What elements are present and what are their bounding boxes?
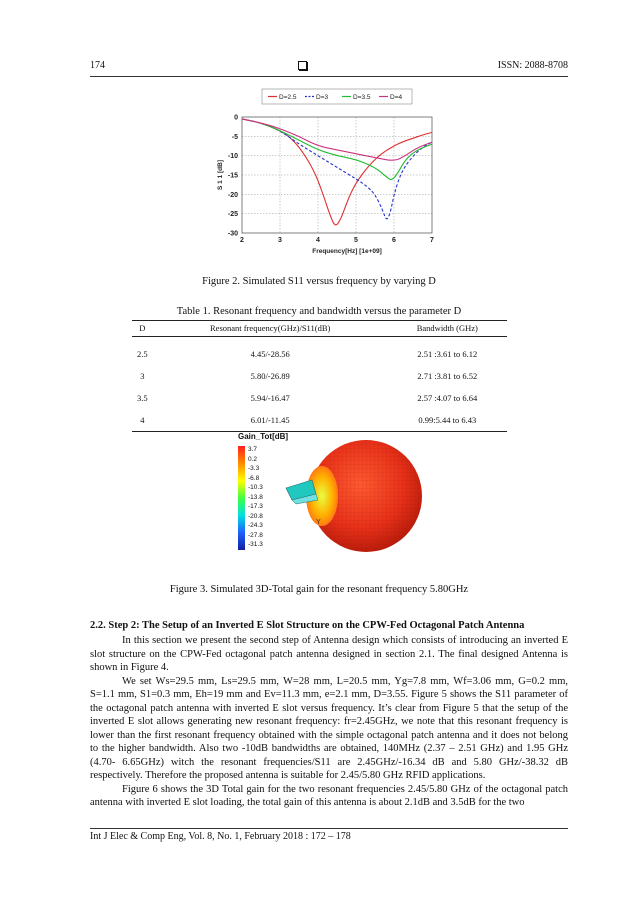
x-tick-label: 6 — [392, 237, 396, 244]
cell-bandwidth: 2.51 :3.61 to 6.12 — [417, 349, 478, 359]
cell-bandwidth: 0.99:5.44 to 6.43 — [388, 409, 507, 432]
figure2-caption: Figure 2. Simulated S11 versus frequency by varying D — [202, 276, 436, 287]
colorbar-tick: -6.8 — [248, 474, 260, 482]
legend-label: D=3.5 — [353, 94, 371, 101]
cell-resonant: 6.01/-11.45 — [153, 409, 388, 432]
results-table — [132, 320, 507, 432]
table-row — [132, 337, 507, 366]
y-tick-label: -30 — [227, 230, 238, 238]
table1-caption: Table 1. Resonant frequency and bandwidth versus the parameter D — [176, 306, 462, 317]
colorbar-ticks — [248, 445, 278, 550]
colorbar-tick: -13.8 — [248, 493, 263, 501]
paragraph: Figure 6 shows the 3D Total gain for the two resonant frequencies 2.45/5.80 GHz of the octagonal patch antenna with inverted E slot loading, the total gain of this antenna is about 2.1dB and 3.5dB for the two — [90, 783, 568, 808]
colorbar-tick: -3.3 — [248, 465, 260, 472]
series-line-d-3-5 — [242, 119, 432, 180]
cell-bandwidth: 2.71 :3.81 to 6.52 — [417, 371, 478, 381]
colorbar — [238, 446, 245, 550]
y-tick-label: -5 — [231, 133, 238, 141]
table-row — [132, 409, 507, 432]
legend-label: D=2.5 — [279, 94, 297, 101]
page-number: 174 — [90, 60, 105, 71]
figure3-caption: Figure 3. Simulated 3D-Total gain for the resonant frequency 5.80GHz — [169, 584, 469, 595]
legend-label: D=4 — [390, 94, 403, 101]
axis-label-y: Y — [316, 519, 321, 526]
section-heading: 2.2. Step 2: The Setup of an Inverted E Slot Structure on the CPW-Fed Octagonal Patch Antenna — [90, 620, 525, 631]
y-tick-label: -15 — [227, 172, 238, 180]
cell-resonant: 4.45/-28.56 — [250, 349, 290, 359]
gain-pattern-graphic — [278, 436, 428, 556]
cell-d: 2.5 — [137, 349, 148, 359]
series-line-d-2-5 — [242, 119, 432, 225]
legend-label: D=3 — [316, 94, 329, 101]
paragraph: We set Ws=29.5 mm, Ls=29.5 mm, W=28 mm, L=20.5 mm, Yg=7.8 mm, Wf=3.06 mm, G=0.2 mm, S=1.1 mm, S1=0.3 mm, Eh=19 mm and Ev=11.3 mm, e=2.1 mm, D=3.55. Figure 5 shows the S11 parameter of the octagonal patch antenna with inverted E slot versus frequency. It’s clear from Figure 5 that the setup of the inverted E slot allows generating new resonant frequency: fr=2.45GHz, we note that this resonant frequency is lower than the first resonant frequency obtained with the simple octagonal patch antenna and it does not belong to the higher bandwidth. Also two -10dB bandwidths are obtained, 140MHz (2.37 – 2.51 GHz) and 1.95 GHz (4.70- 6.65GHz) witch the resonant frequencies/S11 are 2.45GHz/-16.34 dB and 5.80 GHz/-38.32 dB respectively. Therefore the proposed antenna is suitable for 2.45/5.80 GHz RFID applications. — [90, 675, 568, 781]
series-line-d-3 — [242, 119, 432, 219]
header-rule — [90, 76, 568, 77]
cell-d: 3 — [140, 371, 145, 381]
y-tick-label: -10 — [227, 153, 238, 161]
y-tick-label: -20 — [227, 191, 238, 199]
paragraph: In this section we present the second step of Antenna design which consists of introducing an inverted E slot structure on the CPW-Fed octagonal patch antenna designed in section 2.1. The final designed Antenna is shown in Figure 4. — [90, 635, 568, 673]
colorbar-tick: -10.3 — [248, 484, 263, 491]
colorbar-tick: 0.2 — [248, 455, 258, 463]
colorbar-tick: -17.3 — [248, 503, 263, 510]
colorbar-tick: 3.7 — [248, 446, 258, 453]
gain-3d-figure — [228, 432, 428, 556]
issn: ISSN: 2088-8708 — [497, 60, 568, 71]
colorbar-tick: -27.8 — [248, 531, 263, 539]
cell-resonant: 5.94/-16.47 — [250, 393, 290, 403]
col-header-d: D — [132, 321, 153, 337]
x-tick-label: 3 — [278, 237, 282, 244]
x-axis-label: Frequency[Hz] [1e+09] — [312, 248, 382, 255]
x-tick-label: 7 — [430, 237, 434, 244]
s11-chart — [212, 84, 452, 264]
colorbar-tick: -31.3 — [248, 541, 263, 548]
x-tick-label: 4 — [316, 237, 320, 244]
body-text — [90, 634, 568, 810]
y-tick-label: 0 — [234, 114, 238, 122]
colorbar-tick: -20.8 — [248, 512, 263, 520]
footer-rule — [90, 828, 568, 829]
cell-d: 4 — [132, 409, 153, 432]
table-row — [132, 387, 507, 409]
x-tick-label: 2 — [240, 237, 244, 244]
cell-resonant: 5.80/-26.89 — [250, 371, 290, 381]
y-axis-label: S 1 1 [dB] — [217, 160, 224, 190]
journal-footer: Int J Elec & Comp Eng, Vol. 8, No. 1, February 2018 : 172 – 178 — [90, 831, 351, 842]
table-header-row — [132, 321, 507, 337]
col-header-bandwidth: Bandwidth (GHz) — [388, 321, 507, 337]
cell-d: 3.5 — [137, 393, 148, 403]
header-box-icon — [298, 61, 307, 73]
series-line-d-4 — [242, 119, 432, 160]
y-tick-label: -25 — [227, 211, 238, 219]
colorbar-title: Gain_Tot[dB] — [238, 432, 289, 441]
x-tick-label: 5 — [354, 237, 358, 244]
colorbar-tick: -24.3 — [248, 522, 263, 529]
col-header-resonant: Resonant frequency(GHz)/S11(dB) — [153, 321, 388, 337]
table-row — [132, 365, 507, 387]
cell-bandwidth: 2.57 :4.07 to 6.64 — [417, 393, 478, 403]
